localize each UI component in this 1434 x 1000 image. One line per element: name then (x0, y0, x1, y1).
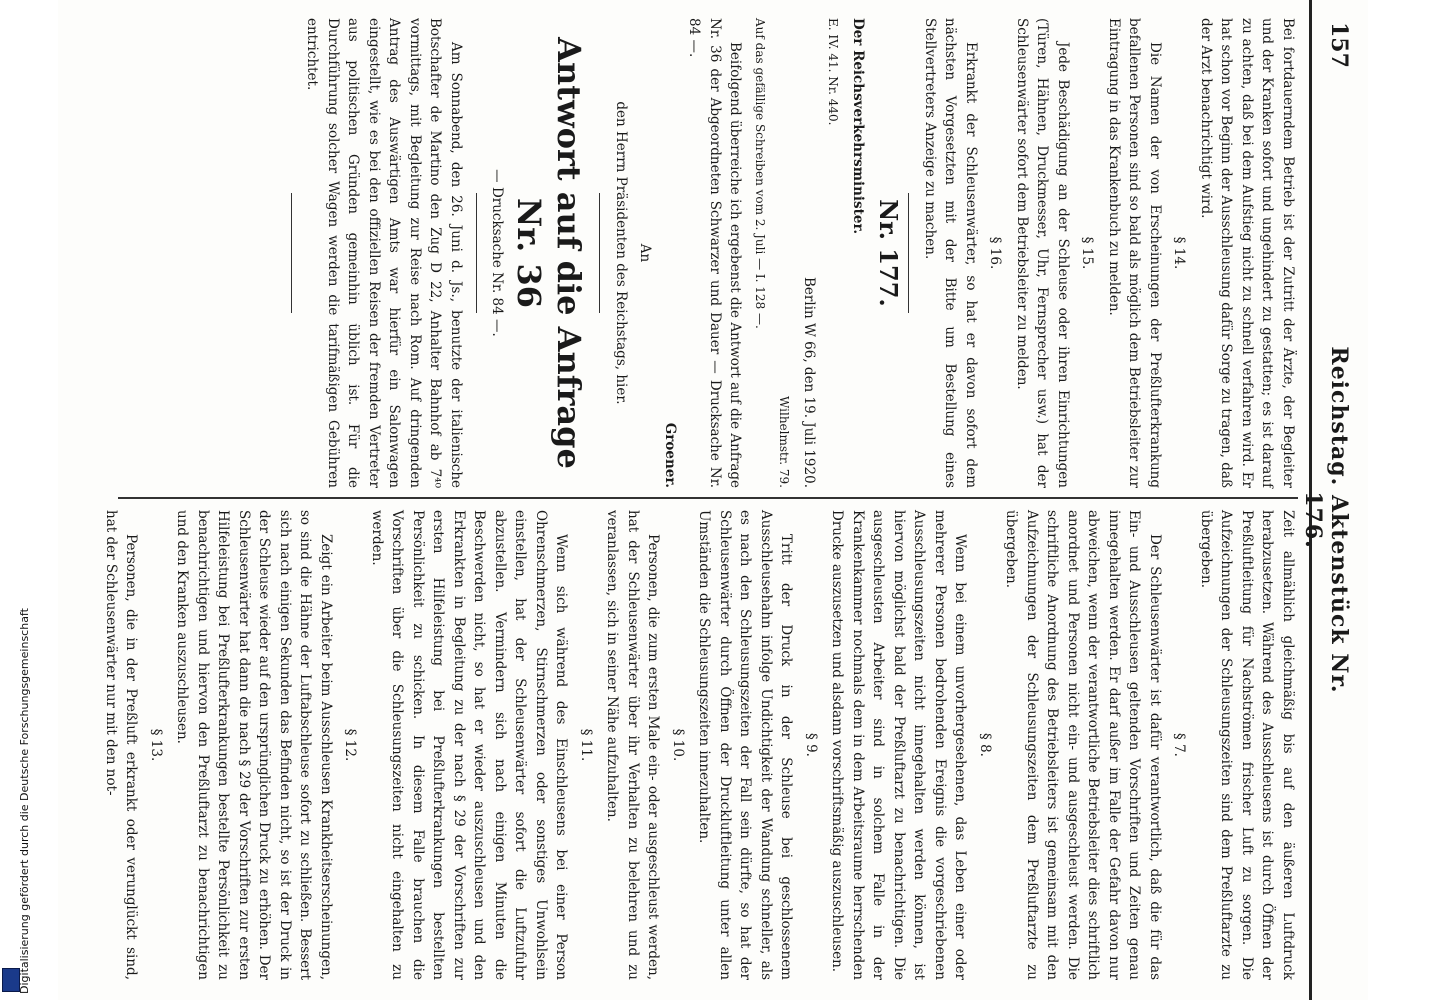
paragraph: Der Schleusenwärter ist dafür verantwortlich, daß die für das Ein- und Ausschleusen geltenden Vorschriften und Zeiten genau innegehalten werden. Er darf außer im Falle der Gefahr davon nur abweichen, wenn der verantwortliche Betriebsleiter dies schriftlich anordnet und Personen nicht ein- und ausgeschleust werden. Die schriftliche Anordnung des Betriebsleiters ist gemeinsam mit den Aufzeichnungen der Schleusungszeiten dem Preßluftarzte zu übergeben. (1003, 510, 1163, 980)
reference-number: E. IV. 41. Nr. 440. (826, 18, 841, 126)
paragraph: Erkrankt der Schleusenwärter, so hat er davon sofort dem nächsten Vorgesetzten mit der Bitte um Bestellung eines Stellvertreters Anzeige zu machen. (922, 18, 979, 488)
paragraph: Wenn bei einem unvorhergesehenen, das Leben einer oder mehrerer Personen bedrohenden Ereignis die vorgeschriebenen Ausschleusungszeiten nicht innegehalten werden können, ist hiervon möglichst bald der Preßluftarzt zu benachrichtigen. Die ausgeschleusten Arbeiter sind in solchem Falle in der Krankenkammer nochmals dem in dem Arbeitsraume herrschenden Drucke auszusetzen und alsdann vorschriftsmäßig auszuschleusen. (829, 510, 969, 980)
credit-text: Digitalisierung gefördert durch die Deutsche Forschungsgemeinschaft (18, 608, 31, 994)
answer-title: Antwort auf die Anfrage Nr. 36 (510, 37, 589, 469)
page-number: 157 (1326, 22, 1352, 68)
addressee: den Herrn Präsidenten des Reichstags, hier. (613, 101, 629, 405)
paragraph: Tritt der Druck in der Schleuse bei geschlossenem Ausschleusehahn infolge Undichtigkeit der Wandung schneller, als es nach den Schleusungszeiten der Fall sein dürfte, so hat der Schleusenwärter durch Öffnen der Druckluftleitung unter allen Umständen die Schleusungszeiten innezuhalten. (696, 510, 795, 980)
digitization-credit (0, 0, 31, 1000)
reference-letter: Auf das gefällige Schreiben vom 2. Juli — I. 128 —. (753, 18, 767, 329)
street-address: Wilhelmstr. 79. (777, 396, 792, 488)
document-page (58, 0, 1368, 1000)
paragraph: Zeigt ein Arbeiter beim Ausschleusen Krankheitserscheinungen, so sind die Hähne der Luftabschleuse sofort zu schließen. Bessert sich nach einigen Sekunden das Befinden nicht, so ist der Druck in der Schleuse wieder auf den ursprünglichen Druck zu erhöhen. Der Schleusenwärter hat dann die nach § 29 der Vorschriften zur ersten Hilfeleistung bei Preßlufterkrankungen bestellte Persönlichkeit zu benachrichtigen und hiervon den Preßluftarzt zu benachrichtigen und den Kranken auszuschleusen. (174, 510, 334, 980)
section-heading: § 16. (987, 236, 1004, 270)
right-column (68, 510, 1298, 980)
divider (476, 193, 477, 313)
section-heading: § 10. (670, 728, 686, 762)
place-date: Berlin W 66, den 19. Juli 1920. (801, 277, 817, 488)
section-heading: § 7. (1171, 733, 1188, 757)
paragraph: Bei fortdauerndem Betrieb ist der Zutritt der Ärzte, der Begleiter und der Kranken sofort und ungehindert zu gestatten; es ist darauf zu achten, daß bei dem Aufstieg nicht zu schnell verfahren wird. Er hat schon vor Beginn der Ausschleusung dafür Sorge zu tragen, daß der Arzt benachrichtigt wird. (1198, 18, 1296, 488)
addressee-an: An (637, 243, 654, 263)
ministry-name: Der Reichsverkehrsminister. (850, 18, 866, 235)
paragraph: Personen, die zum ersten Male ein- oder ausgeschleust werden, hat der Schleusenwärter über ihr Verhalten zu belehren und zu veranlassen, sich in seiner Nähe aufzuhalten. (604, 510, 662, 980)
page-title: Reichstag. Aktenstück Nr. 176. (1300, 346, 1352, 694)
paragraph: Die Namen der von Erscheinungen der Preßlufterkrankung befallenen Personen sind so bald als möglich dem Betriebsleiter zur Eintragung in das Krankenbuch zu melden. (1106, 18, 1163, 488)
divider (909, 193, 910, 313)
section-heading: § 13. (148, 728, 164, 762)
page-header (1300, 0, 1356, 1000)
section-heading: § 12. (342, 728, 359, 762)
paragraph: Beifolgend überreiche ich ergebenst die Antwort auf die Anfrage Nr. 36 der Abgeordneten Schwarzer und Dauer — Drucksache Nr. 84 —. (686, 18, 744, 488)
section-heading: § 14. (1171, 236, 1188, 270)
document-number: Nr. 177. (874, 199, 904, 307)
left-column (68, 18, 1298, 488)
paragraph: Jede Beschädigung an der Schleuse oder ihren Einrichtungen (Türen, Hähnen, Druckmesser, Uhr, Fernsprecher usw.) hat der Schleusenwärter sofort dem Betriebsleiter zu melden. (1014, 18, 1071, 488)
divider (291, 193, 292, 313)
section-heading: § 8. (977, 733, 993, 757)
divider (600, 193, 601, 313)
section-heading: § 11. (578, 728, 594, 762)
paragraph: Am Sonnabend, den 26. Juni d. Js., benutzte der italienische Botschafter de Martino den Zug D 22, Anhalter Bahnhof ab 7⁴⁰ vormittags, mit Begleitung zur Reise nach Rom. Auf dringenden Antrag des Auswärtigen Amts war hierfür ein Salonwagen eingestellt, wie es bei den offiziellen Reisen der fremden Vertreter aus politischen Gründen gemeinhin üblich ist. Für die Durchführung solcher Wagen werden die tarifmäßigen Gebühren entrichtet. (304, 18, 464, 488)
section-heading: § 9. (803, 733, 819, 757)
paragraph: Wenn sich während des Einschleusens bei einer Person Ohrenschmerzen, Stirnschmerzen oder sonstiges Unwohlsein einstellen, hat der Schleusenwärter sofort die Luftzufuhr abzustellen. Vermindern sich nach einigen Minuten die Beschwerden nicht, so hat er wieder auszuschleusen und den Erkrankten in Begleitung zu der nach § 29 der Vorschriften zur ersten Hilfeleistung bei Preßlufterkrankungen bestellten Persönlichkeit zu schicken. In diesem Falle brauchen die Vorschriften über die Schleusungszeiten nicht eingehalten zu werden. (369, 510, 570, 980)
answer-subtitle: — Drucksache Nr. 84 —. (489, 169, 506, 337)
section-heading: § 15. (1079, 236, 1096, 270)
paragraph: Zeit allmählich gleichmäßig bis auf den äußeren Luftdruck herabzusetzen. Während des Ausschleusens ist durch Öffnen der Preßluftleitung für Nachströmen frischer Luft zu sorgen. Die Aufzeichnungen der Schleusungszeiten sind dem Preßluftarzte zu übergeben. (1198, 510, 1296, 980)
paragraph: Personen, die in der Preßluft erkrankt oder verunglückt sind, hat der Schleusenwärter nur mit den not- (103, 510, 140, 980)
signature: Groener. (662, 422, 678, 488)
column-rule (118, 497, 1298, 499)
